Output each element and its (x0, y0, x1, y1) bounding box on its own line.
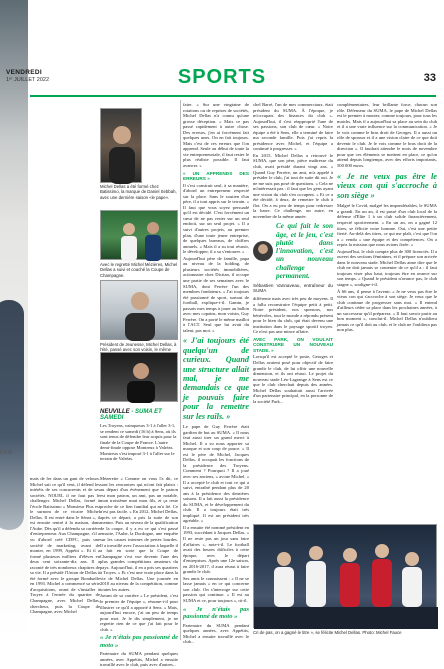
background-photo (0, 0, 28, 640)
photo-portrait-4 (100, 352, 178, 402)
neuville-text: Les Troyens, vainqueurs 3-1 à l'aller 3-1, se rendent ce samedi (16 h) à Sens, où ils sont tenus de défendre leur acquis pour la finale de la Coupe de France. L'autre demi-finale oppose Montreux à Valréas. Montreux s'est imposé 3-1 à l'aller sur le terrain de Valréas. (100, 423, 177, 462)
column-1-bottom (30, 476, 100, 616)
col2-para-2: Javant de sa carrière « Le président, c'est le premier de l'équipe », résume-t-il pour illustrer ce qu'il a apporté à Sens. « Mais, aujourd'hui encore, j'ai un peu de temps pour moi. Je le dis simplement, je ne regrette rien de ce que j'ai fait pour le club. » (100, 593, 178, 632)
column-5 (337, 102, 437, 522)
col4-subhead: AVEC PARK, ON VOULAIT CONSTRUIRE UN NOUVEAU STADE. » (253, 336, 333, 353)
photo-portrait-2 (100, 210, 178, 260)
section-title: SPORTS (177, 66, 267, 88)
col5-para-1: complémentaires, leur brillante force, chacun son rôle. Défenseur du SUMA, le pape de Michel Dellas est le premier à monter, comme toujours, pour tous les matchs. Mais il a aujourd'hui sa place au sein du club et il a une vraie influence sur la communication. « Je le vois comme le bras droit de Georges. Il a aussi un rôle de sponsor et il a une vision claire de ce que doit devenir le club. Je le vois comme le bras droit de la direction ». Il faudrait attendre le mois de novembre pour que ces éléments se mettent en place, ce qu'on attend depuis longtemps, avec des efforts importants, 500 000 euros. (337, 102, 437, 169)
header-date: 1ᵉʳ JUILLET 2022 (6, 77, 50, 83)
col3-para-4: Le pape de Guy Ferrère était gardien de but au SUMA. « Il nous faut aussi tirer un grand merci à Michel. Il a su nous apporter sa marque et son coup de pouce. » Il est le père de Michel, Jacques Dellas, il occupait les fonctions de la présidence des Troyens. Comment ? Pourquoi ? Il a joué avec ses anciens, » avoue Michel. « Il a accepté le club et tout ce qui a suivi, entraîné pendant plus de 20 ans à la présidence des dernières saisons. Il a fait aussi la présidence du SUMA, et le développement du club. Il a toujours était très impliqué. Il est un président très agréable. » (183, 424, 249, 524)
col5-para-3: Aujourd'hui, le club compte plus de 300 licenciés. Il a ouvert des sections féminines, et il prépare son arrivée dans le nouveau stade. Michel Dellas aime dire que le club ne doit jamais se contenter de ce qu'il a : il faut toujours viser plus haut, toujours être en avance sur son temps. « Quand le président n'avance pas, le club stagne », souligne-t-il. (337, 248, 437, 287)
caption-4: Cri de pas, on a gagné le titre », se félicite Michel Dellas. Photo: Michel Fauce (253, 630, 402, 635)
col3-para-3: Aujourd'hui père de famille, papa au niveau de la holding, de plusieurs sociétés immobilières, actionnaire chez Dicitan, il occupe une partie de ses semaines avec le SUMA, dont Ferrère l'un des membres fondateurs. « J'ai toujours été passionné de sport, surtout de football, explique-t-il. Gamin, je passais mes temps à jouer au ballon avec mes copains, mon voisin, Guy Ferrère. On a porté le même maillot à l'ACT. Seul que lui avait du talent, pas moi. » (183, 255, 249, 333)
column-divider (180, 100, 181, 640)
col4-quote-block (253, 222, 333, 279)
neuville-title-b: - SUMA ET SAMEDI (100, 409, 162, 421)
header-day: VENDREDI (6, 69, 42, 76)
col4-para-4: Lorsqu'il est accepté le poste, Georges et Dellas avaient posé pour objectif de faire grandir le club, de lui offrir une nouvelle dimension, et ils ont réussi. Le projet du nouveau stade Léo-Lagrange à Sens est ce que le club cherchait depuis des années. Michel Dellas souhaitait aussi l'arrivée d'un partenaire principal, en la personne de la société Park... (253, 354, 333, 404)
caption-3: Président de Jeunesse, Michel Dellas, à l'été, passé avec son voisin, le même (100, 342, 177, 353)
portrait-2-figures (101, 211, 179, 261)
header-rule (30, 95, 436, 97)
caption-2: Avec le regretté Michel Mézières, Michel Dellas a suivi et coaché la Coupe de Champagne. (100, 262, 178, 278)
col5-pull-quote: « Je ne veux pas être le vieux con qui s'accroche à son siège » (337, 171, 437, 200)
col4-para-3: différente mais avec très peu de moyens. Il a fallu reconstruire l'équipe petit à petit. Notre président, nos sponsors, nos bénévoles, tout le monde a répondu présent pour le bien du club, qui était devenu une institution dans le paysage sportif troyen. Ce n'est pas une mince affaire. (253, 296, 333, 335)
col4-para-2: En 2015, Michel Dellas a retrouvé le SUMA, que son père, pièce maîtresse du club, avait présidé durant vingt ans. « Quand Guy Ferrère, un ami, m'a appelé à présider le club, j'ai tout de suite dit oui. Je ne me suis pas posé de questions. » Cela ne m'intéressait pas : il faut que les gens ayant une vision du club s'en occupent. » Et ce a été décidé, à deux, de remettre le club à flot. On a eu peu de temps pour redresser la barre. Ce challenge, un autre, en novembre de la même année. (253, 152, 333, 219)
col3-subhead: « UN APPRENDS DES ERREURS » (183, 170, 249, 182)
col3-para-5: Il a ensuite été nommé président en 1993, succédant à Jacques Dellas. « Il ne reste pas un jour sans faire d'affaires », note-t-il. Le football avait des heures difficiles à cette époque, avec le départ d'entreprises. Après une 12e saison, en 2016-2017, il aura réussi à faire grandir le club. (183, 524, 249, 575)
col3-para-7: Partenaire du SUMA pendant quelques années, avec Appétits, Michel a ensuite travaillé avec le club... (183, 622, 249, 645)
neuville-heading (100, 410, 178, 421)
coach-portrait (253, 241, 273, 261)
col4-quote-signature: Sébastien Vannaveau, entraîneur du SUMA (253, 282, 333, 294)
photo-portrait-3 (100, 280, 178, 340)
column-4 (253, 102, 333, 522)
neuville-title-a: NEUVILLE (100, 409, 130, 415)
col4-pull-quote: Ce qui fait le son âge, et le jeu, c'est plutôt dans l'innovation, c'est un nouveau challenge permanent. (276, 222, 333, 280)
column-1-text: mais de fer dans un gant de velours. Michel sait ce qu'il veut, il défend les intérêts de ses concurrents et de ses sociétés. NOUEL il ne faut pas le challenger. Michel Dellas, formé à l'école Batissimo « Monsieur Plus est le surnom de ce vicaire Michel Dellas. Il est entré dans le Sénat », il est ensuite rentré à la maison, dans l'Aube. Dès qu'il a défendu sa carrière d'entrepreneur. Aux Champagne, s'il a vu d'abord créé CDFC, puis une société de marketing, avant de monter, en 1999, Appétit ». Et il a formé plusieurs milliers d'élèves en deux cent soixante-dix ans. Il a raconté de très nombreux chapitres de sa vie. Il a présidé l'Union de Dellas à été formé avec le groupe Bonduelle en 1993. Michel a commencé sa série d'acquisitions, avant de s'installer à Troyes à l'entrée du quartier de Champagne, avec Michel Dellas, chercheur, puis la Coupe de Champagne, avec Michel (30, 476, 100, 615)
col3-para-6: Ses amis le connaissent : « Il ne se lasse jamais » en ce qui concerne son club. On s'interroge sur cette passion qui continue. « Il est au SUMA et ce, pour toujours », rit-il. (183, 575, 249, 604)
column-2 (100, 476, 178, 669)
background-figure (0, 300, 24, 530)
photo-portrait-1 (100, 108, 142, 183)
portrait-4-figure (101, 353, 179, 403)
col3-pull-quote: « J'ai toujours été quelqu'un de curieux. Quand une structure allait mal, je me demandais ce que je pouvais faire pour la remettre sur les rails. » (183, 336, 249, 421)
col2-para-3: Partenaire du SUMA pendant quelques années, avec Appétits, Michel a ensuite travaillé avec le club, puis avec d'autres... (100, 651, 178, 668)
col3-para-2: Il s'est construit seul, à sa manière, d'abord un entrepreneur respecté sur la place. Sans le soutien d'un père, il a tout appris sur le terrain. « Il faut que vous soyez persuadé qu'il est décidé. C'est forcément un cœur de ne pas rester sur un seul endroit, sur un seul projet. » Il a suivi d'autres projets, au premier plan, d'une toute jeune entreprise, de quelques bureaux, de chiffres annuels. « Mais il a su tout réussir, le développer, il a su s'entourer. » (183, 182, 249, 255)
col3-para-1: faire. » Sur une vingtaine de rotations ou de reprises de sociétés, Michel Dellas n'a connu qu'une grosse déception. « Mais ce pas passé rapidement à autre chose. Des erreurs, j'en ai forcément fait quelques unes. On en fait toujours. Mais c'est de ces erreurs que l'on apprend. Seule au début de toute la vie entrepreneuriale, il faut rester le plus réaliste possible. Il faut avancer. » (183, 102, 249, 169)
portrait-1-figure (101, 109, 143, 184)
page-number: 33 (423, 72, 436, 84)
portrait-3-figure (101, 281, 179, 341)
col4-para-1: chel Barré, l'un de mes commerciaux, était président du SUMA. À l'époque, je m'occupais des finances du club ». Aujourd'hui, il s'est réapproprié l'une de ses passions, son club de cœur. « Notre équipe a été à Sens, elle a terminé de faire ma seconde famille. Puis j'ai repris la présidence avec Michel, et l'équipe a continué à progresser. » (253, 102, 333, 152)
col2-subhead-quote: « Je n'étais pas passionné de moto » (100, 634, 178, 649)
neuville-brief (100, 410, 178, 462)
page-header (0, 66, 444, 96)
col5-para-2: Malgré le Covid, malgré les impondérables, le SUMA a grandi. En un an, il est passé d'un club local de la défense d'Elite 1 à un club solide financièrement, respecté sportivement. « En un an, on a gagné 12 titres, se félicite votre homme. Oui, c'est une petite fierté. Au-delà des titres, ce qui me plaît, c'est que l'on a « vendu » une équipe et des compétences. On a repris la mission que nous avions fixée. » (337, 203, 437, 248)
photo-team-celebration (253, 524, 437, 628)
col2-para-1: Mézerette « Comme on vous l'a dit, ce sont les rencontres qui m'ont fait plaisir : au départ d'un événement que le patron est mon patron, un ami, pas un notable, mon troisième mari mon fils, et ça reste proche de ce lien familial qui m'a lié. Ce n'est pas facile. » En 2012, Michel Dellas, après ce départ, a pris la suite de son mentor. Puis au niveau de la qualification de la coupe, il y a eu ce qui s'est passé ensuite, l'Aube, la Dordogne, une enquête sur les causes internes de pertes lourdes. Il a travaillé avec l'association à laquelle il a fait en sorte que la Coupe de Champagne s'est vue devenir l'une des plus grandes compétitions amateurs du pays. Aujourd'hui, il en a pris ses quartiers à Troyes. » Et c'est une vraie place dans la vie de Michel Dellas. Une journée en 2010 au niveau de la compétition, comme toutes les autres. (100, 476, 179, 592)
col3-subhead-quote: « Je n'étais pas passionné de moto » (183, 605, 249, 621)
caption-1: Michel Dellas a été formé chez Batissimo, la marque de Daniel Sebbah, avec une dernière saison «le pape». (100, 184, 177, 200)
background-caption: Emb (0, 450, 13, 456)
column-3 (183, 102, 249, 645)
col5-para-4: À 66 ans, il pense à l'avenir. « Je ne veux pas être le vieux con qui s'accroche à son siège. Je veux que le club continue de progresser sans moi. » Il entend d'ailleurs céder sa place dans les prochaines années, à un successeur qu'il préparera. « Il faut savoir partir au bon moment », conclut-il. Michel Dellas n'oubliera jamais ce qu'il doit au club, et le club ne l'oubliera pas non plus. (337, 288, 437, 333)
team-figures (254, 525, 438, 629)
